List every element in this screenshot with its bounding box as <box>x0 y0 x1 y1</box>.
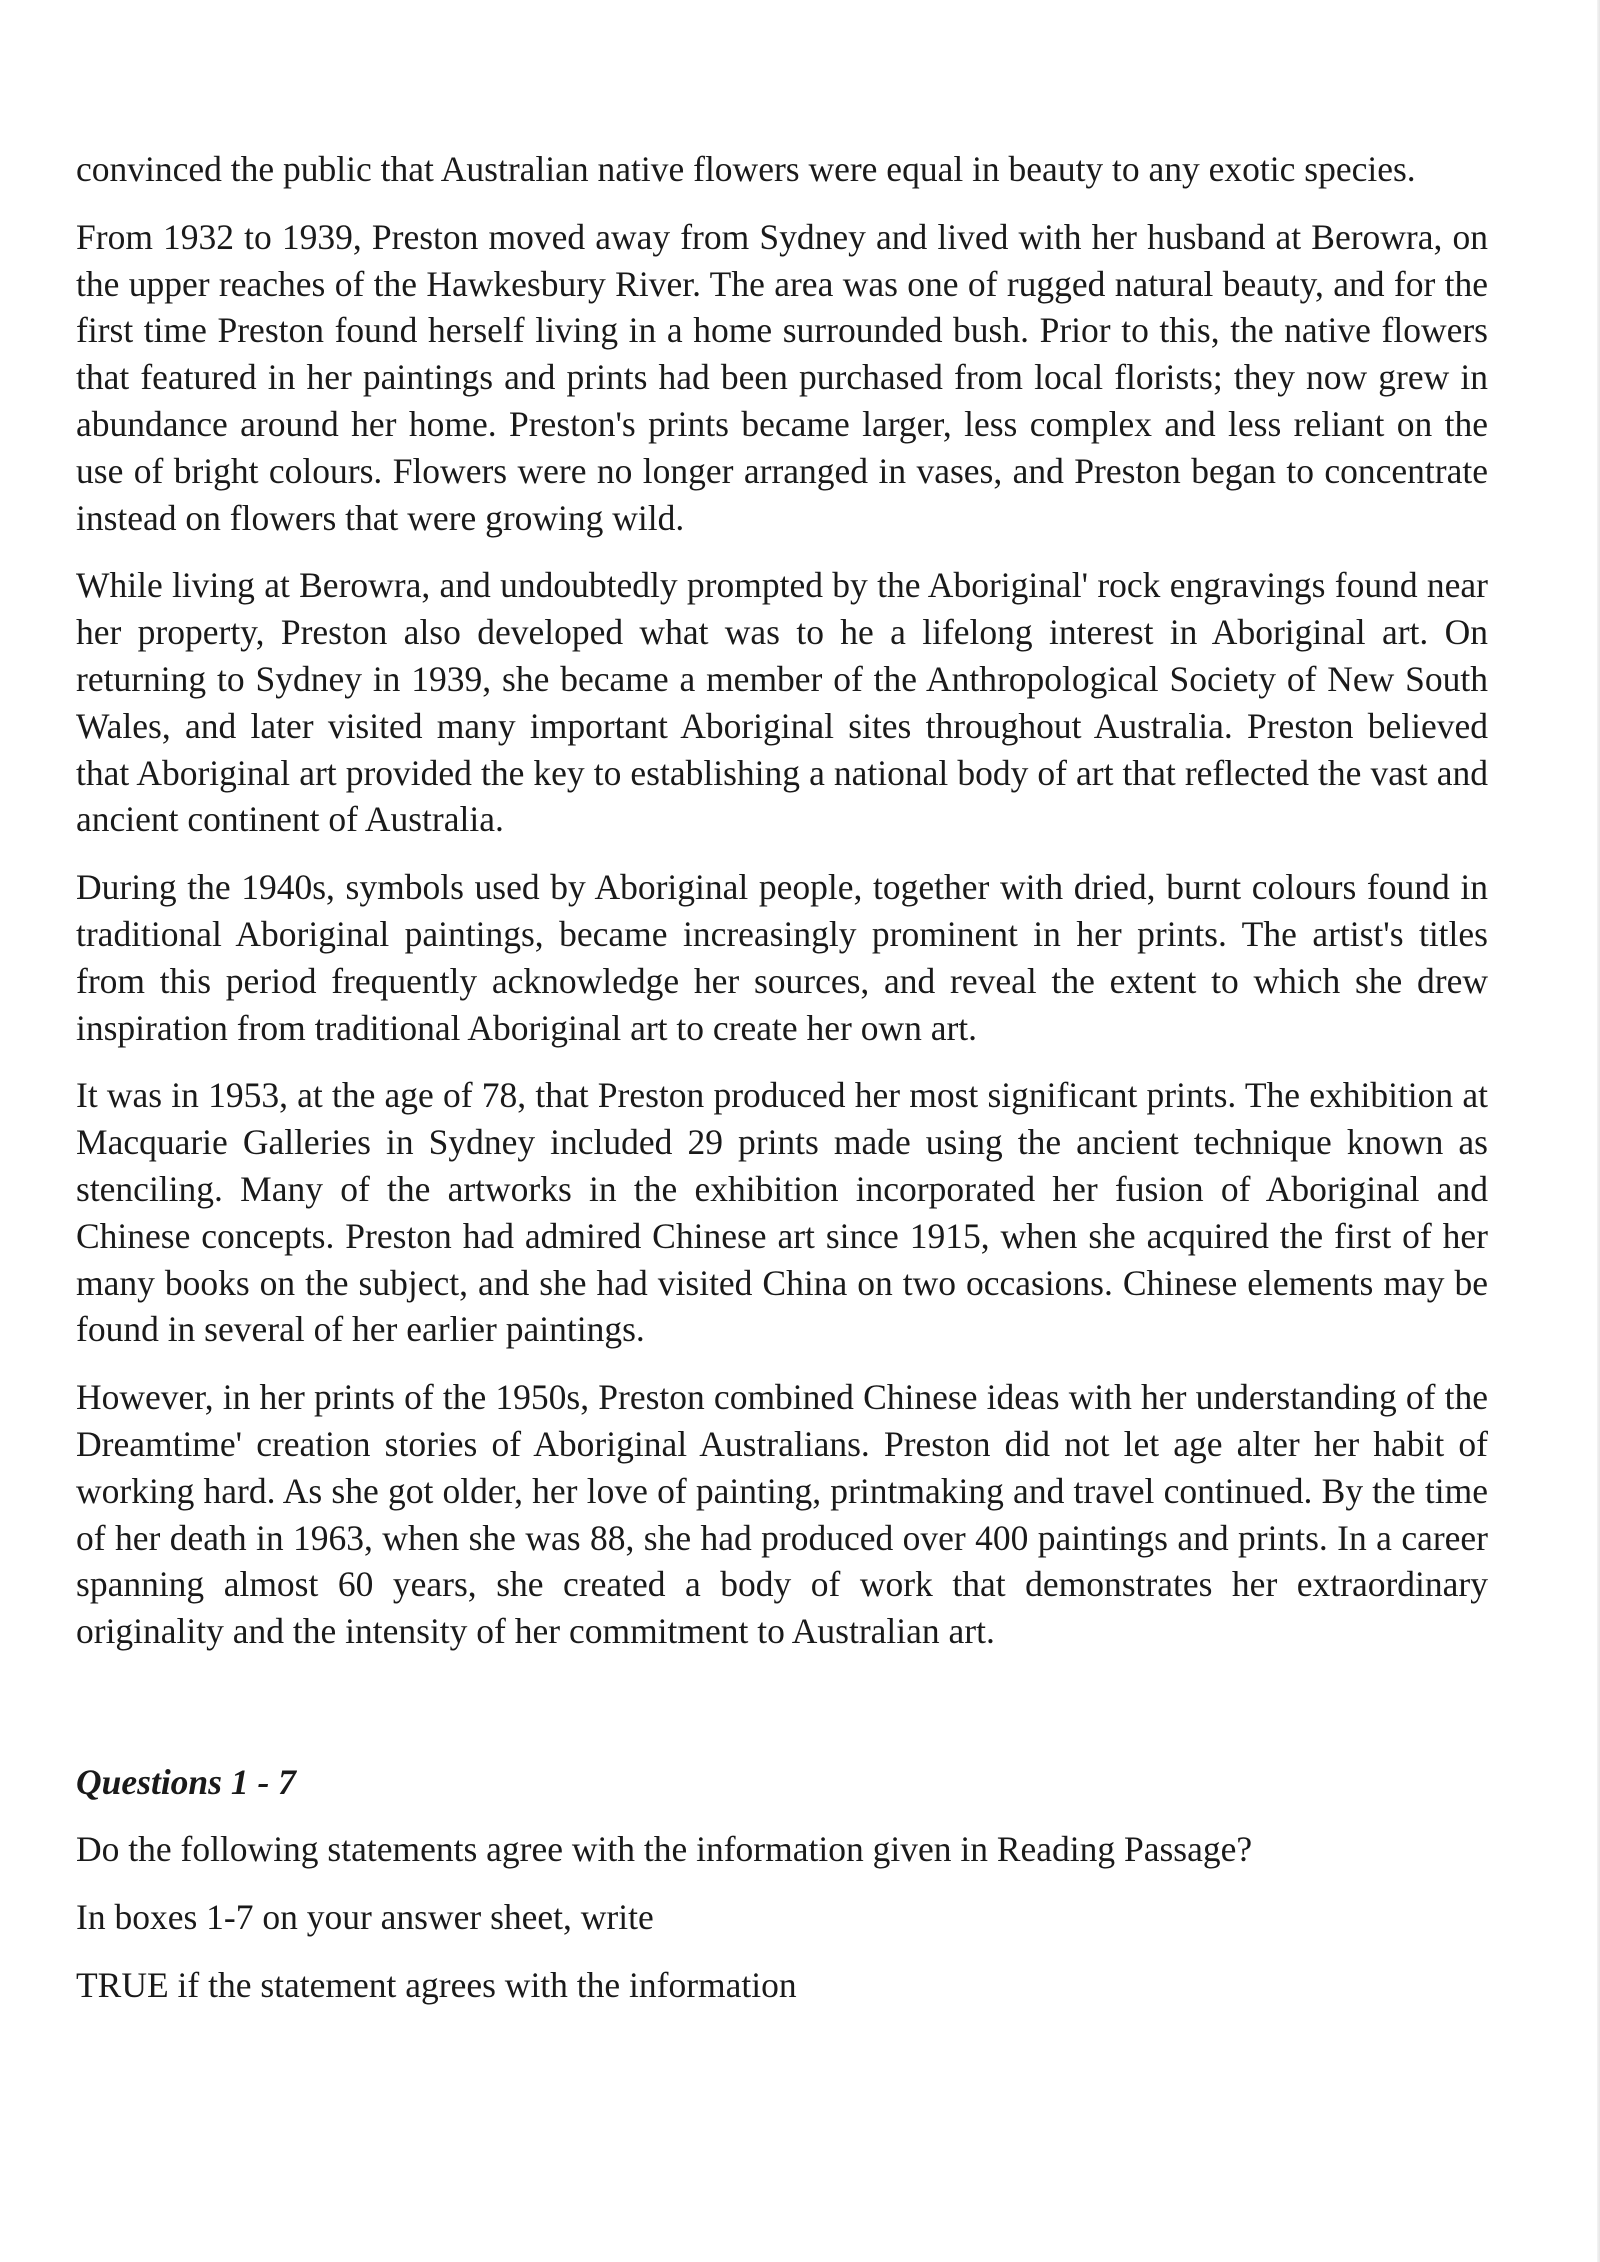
reading-passage <box>76 146 1488 1655</box>
passage-paragraph: During the 1940s, symbols used by Aboriginal people, together with dried, burnt colours found in traditional Aboriginal paintings, became increasingly prominent in her prints. The artist's titles from this period frequently acknowledge her sources, and reveal the extent to which she drew inspiration from traditional Aboriginal art to create her own art. <box>76 867 1488 1048</box>
question-instruction: TRUE if the statement agrees with the information <box>76 1964 797 2005</box>
passage-paragraph: While living at Berowra, and undoubtedly prompted by the Aboriginal' rock engravings found near her property, Preston also developed what was to he a lifelong interest in Aboriginal art. On returning to Sydney in 1939, she became a member of the Anthropological Society of New South Wales, and later visited many important Aboriginal sites throughout Australia. Preston believed that Aboriginal art provided the key to establishing a national body of art that reflected the vast and ancient continent of Australia. <box>76 565 1488 840</box>
question-instruction: In boxes 1-7 on your answer sheet, write <box>76 1896 654 1937</box>
passage-paragraph: It was in 1953, at the age of 78, that Preston produced her most significant prints. The exhibition at Macquarie Galleries in Sydney included 29 prints made using the ancient technique known as stenciling. Many of the artworks in the exhibition incorporated her fusion of Aboriginal and Chinese concepts. Preston had admired Chinese art since 1915, when she acquired the first of her many books on the subject, and she had visited China on two occasions. Chinese elements may be found in several of her earlier paintings. <box>76 1075 1488 1350</box>
passage-paragraph: However, in her prints of the 1950s, Preston combined Chinese ideas with her understanding of the Dreamtime' creation stories of Aboriginal Australians. Preston did not let age alter her habit of working hard. As she got older, her love of painting, printmaking and travel continued. By the time of her death in 1963, when she was 88, she had produced over 400 paintings and prints. In a career spanning almost 60 years, she created a body of work that demonstrates her extraordinary originality and the intensity of her commitment to Australian art. <box>76 1377 1488 1652</box>
questions-heading: Questions 1 - 7 <box>76 1761 296 1802</box>
passage-paragraph: From 1932 to 1939, Preston moved away from Sydney and lived with her husband at Berowra, on the upper reaches of the Hawkesbury River. The area was one of rugged natural beauty, and for the first time Preston found herself living in a home surrounded bush. Prior to this, the native flowers that featured in her paintings and prints had been purchased from local florists; they now grew in abundance around her home. Preston's prints became larger, less complex and less reliant on the use of bright colours. Flowers were no longer arranged in vases, and Preston began to concentrate instead on flowers that were growing wild. <box>76 216 1488 538</box>
question-instruction: Do the following statements agree with the information given in Reading Passage? <box>76 1828 1253 1869</box>
questions-section <box>76 1759 1488 2008</box>
passage-paragraph: convinced the public that Australian native flowers were equal in beauty to any exotic species. <box>76 149 1416 189</box>
